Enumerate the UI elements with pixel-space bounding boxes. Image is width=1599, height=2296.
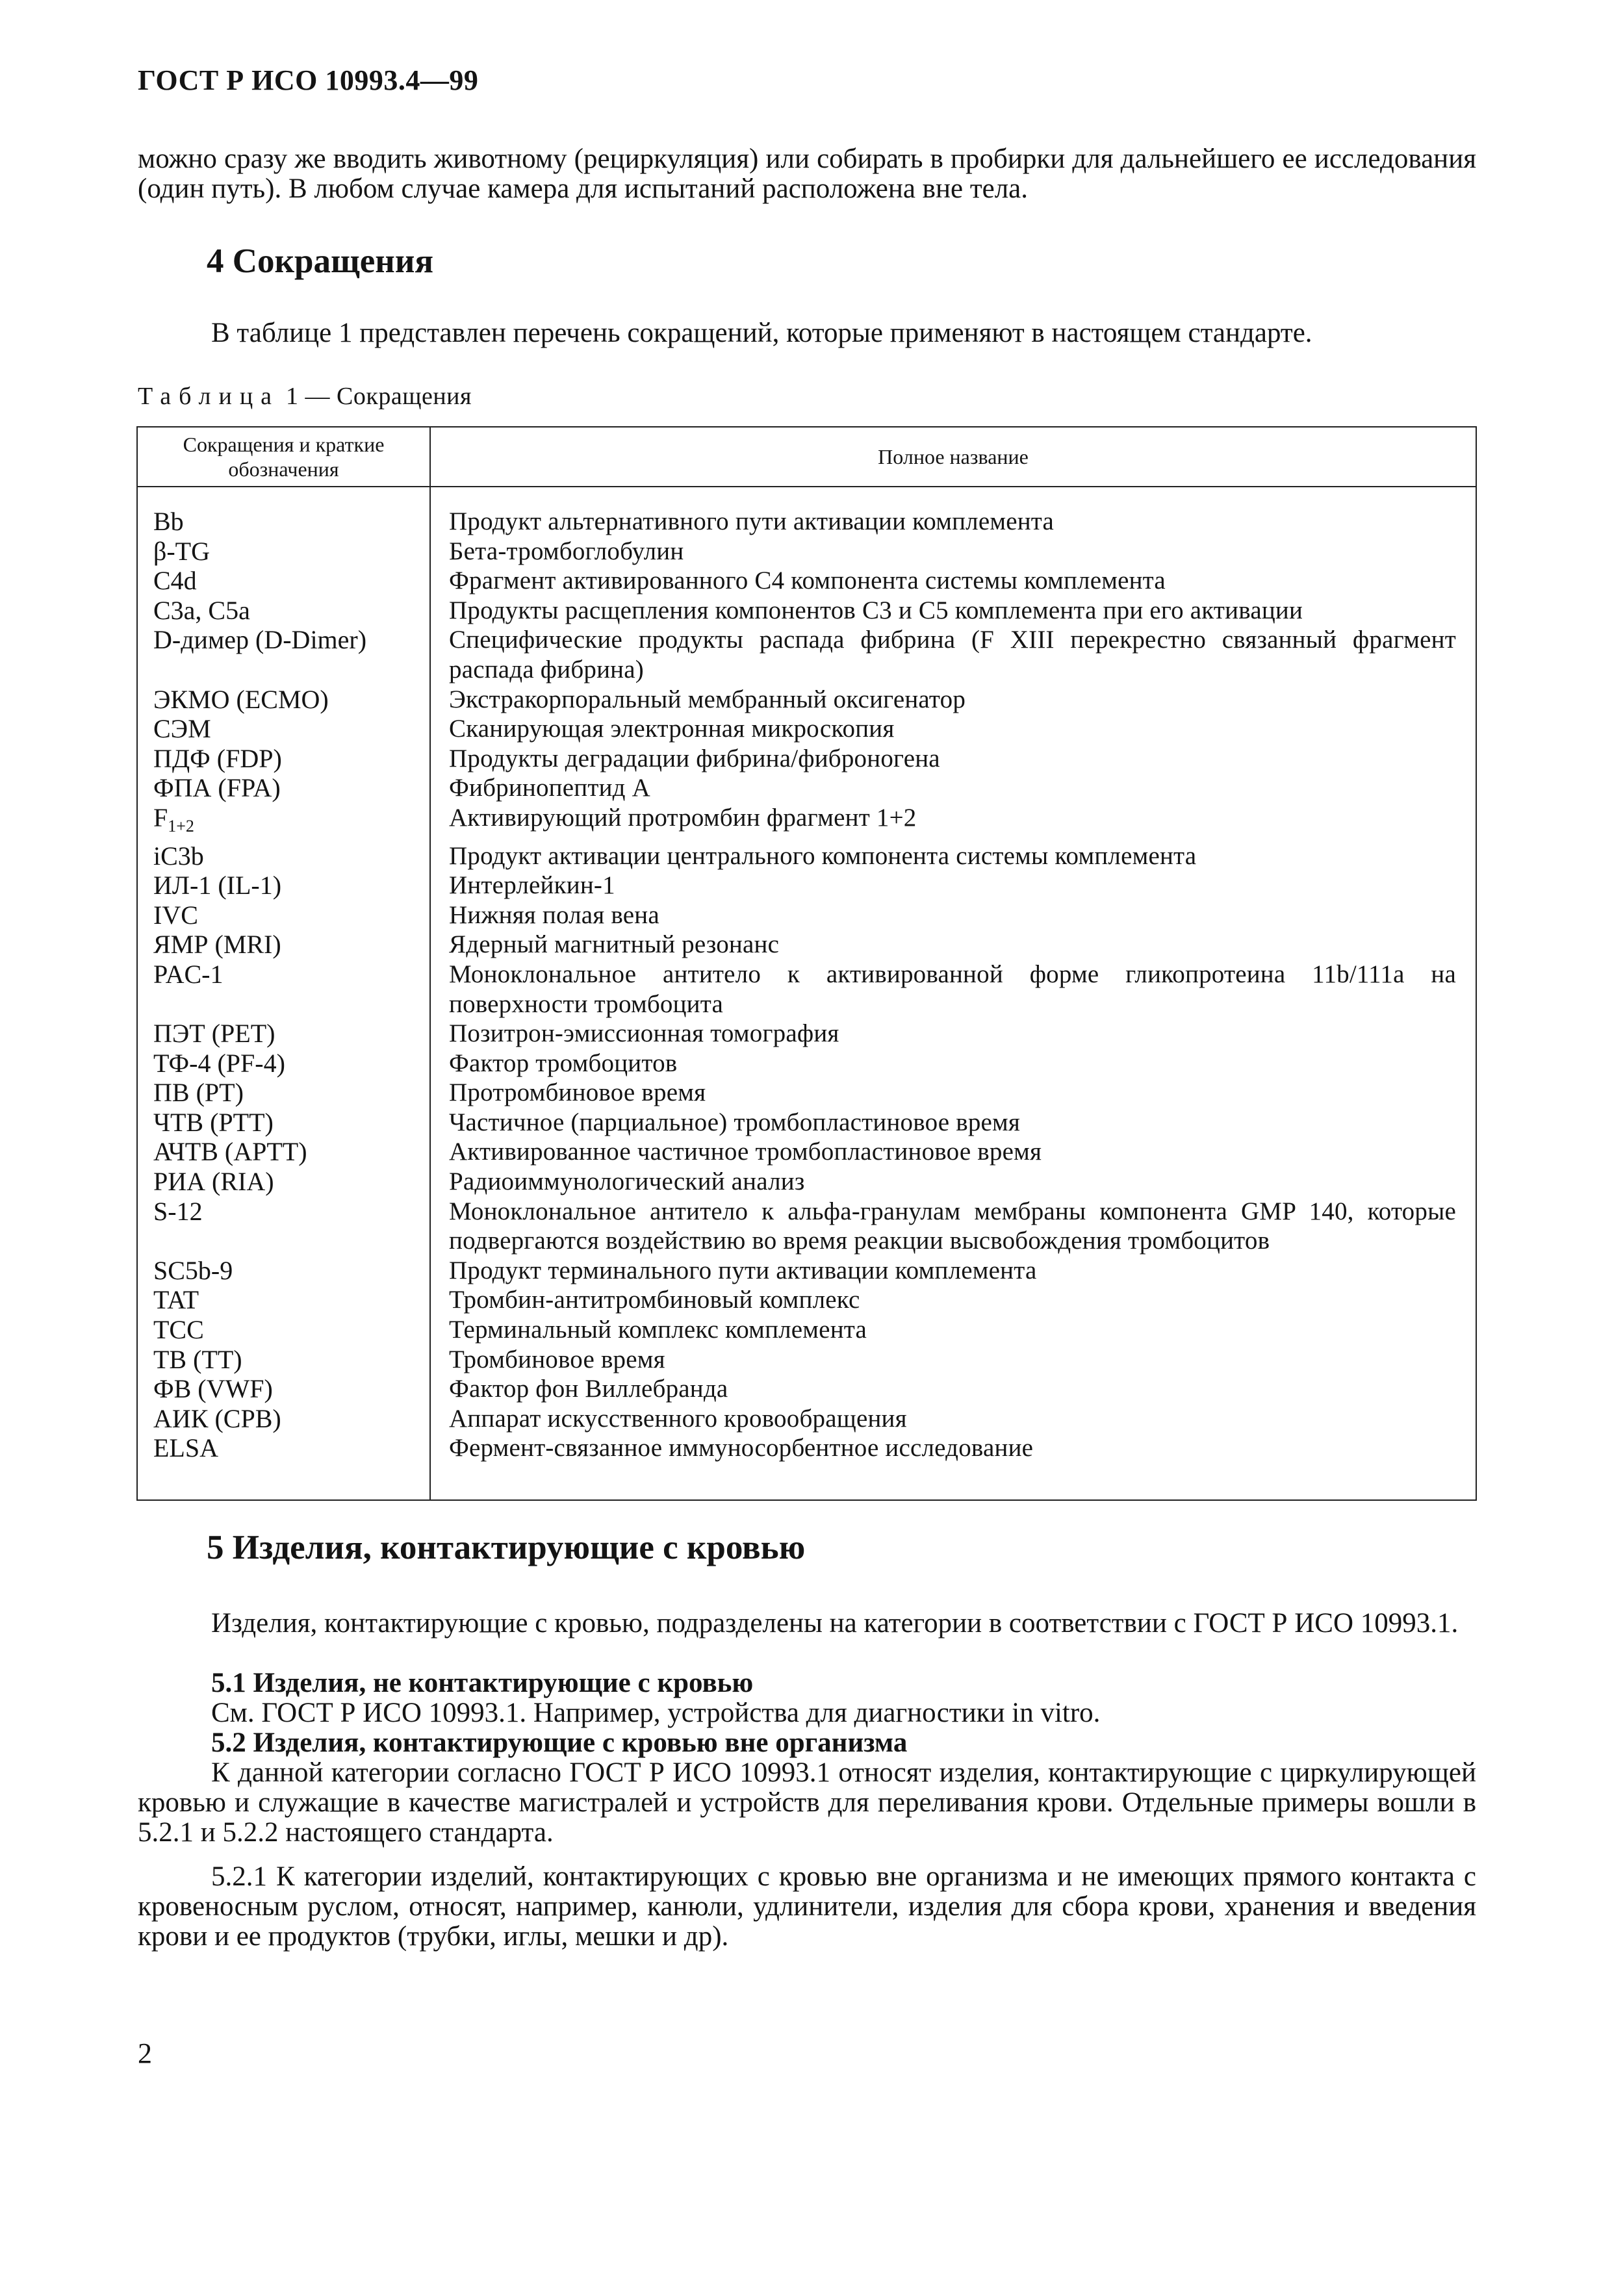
abbreviation-text: iC3b: [153, 841, 204, 871]
full-name-cell: Протромбиновое время: [449, 1078, 706, 1107]
abbreviation-text: C3a, C5a: [153, 595, 250, 625]
full-name-cell: Аппарат искусственного кровообращения: [449, 1404, 907, 1433]
abbreviation-text: ТВ (TT): [153, 1344, 242, 1374]
section-5-heading: 5 Изделия, контактирующие с кровью: [207, 1529, 806, 1566]
abbreviation-cell: [138, 960, 429, 1019]
table-row: [138, 714, 1476, 744]
abbreviation-text: TAT: [153, 1285, 199, 1315]
section-5-1-heading: 5.1 Изделия, не контактирующие с кровью: [211, 1668, 754, 1698]
full-name-cell: Интерлейкин-1: [449, 871, 615, 900]
full-name-cell: Радиоиммунологический анализ: [449, 1167, 805, 1196]
table-row: [138, 566, 1476, 596]
full-name-cell: Фрагмент активированного С4 компонента системы комплемента: [449, 567, 1166, 595]
document-header: ГОСТ Р ИСО 10993.4—99: [138, 64, 479, 96]
table-body: [138, 507, 1476, 1463]
abbreviation-cell: [138, 537, 429, 567]
abbreviation-text: ПДФ (FDP): [153, 743, 282, 773]
full-name-cell: Экстракорпоральный мембранный оксигенатор: [449, 685, 966, 713]
abbreviation-text: РИА (RIA): [153, 1167, 274, 1197]
table-row: [138, 871, 1476, 900]
table-caption: [138, 382, 472, 411]
abbreviation-text: СЭМ: [153, 714, 211, 744]
table-row: [138, 507, 1476, 537]
abbreviation-text: F: [153, 802, 168, 832]
abbreviation-text: PAC-1: [153, 959, 224, 989]
abbreviation-text: ЭКМО (ECMO): [153, 684, 329, 714]
abbreviation-cell: [138, 1315, 429, 1345]
full-name-cell: Тромбиновое время: [449, 1345, 665, 1373]
abbreviation-cell: [138, 596, 429, 626]
table-row: [138, 596, 1476, 626]
full-name-cell: Частичное (парциальное) тромбопластиновое время: [449, 1108, 1021, 1136]
full-name-cell: Фактор тромбоцитов: [449, 1049, 678, 1077]
full-name-cell: Продукт активации центрального компонента системы комплемента: [449, 841, 1197, 870]
table-row: [138, 1167, 1476, 1197]
abbreviation-text: S-12: [153, 1196, 203, 1226]
abbreviation-cell: [138, 566, 429, 596]
table-row: [138, 1049, 1476, 1078]
abbreviation-cell: [138, 900, 429, 930]
section-5-2-1-text: 5.2.1 К категории изделий, контактирующих с кровью вне организма и не имеющих прямого контакта с кровеносным руслом, относят, например, канюли, удлинители, изделия для сбора крови, хранения и введения крови и ее продуктов (трубки, иглы, мешки и др).: [138, 1861, 1476, 1952]
abbreviation-cell: [138, 1049, 429, 1078]
abbreviation-cell: [138, 744, 429, 774]
full-name-cell: Сканирующая электронная микроскопия: [449, 715, 895, 743]
abbreviation-text: АЧТВ (APTT): [153, 1137, 307, 1167]
table-row: [138, 1078, 1476, 1108]
section-4-heading: 4 Сокращения: [207, 242, 434, 280]
abbreviation-text: D-димер (D-Dimer): [153, 625, 367, 655]
table-header-full-name: Полное название: [878, 444, 1029, 468]
abbreviation-cell: [138, 841, 429, 871]
section-5-2-text: К данной категории согласно ГОСТ Р ИСО 10993.1 относят изделия, контактирующие с циркулирующей кровью и служащие в качестве магистралей и устройств для переливания крови. Отдельные примеры вошли в 5.2.1 и 5.2.2 настоящего стандарта.: [138, 1757, 1476, 1848]
full-name-cell: Нижняя полая вена: [449, 900, 659, 929]
table-row: [138, 960, 1476, 1019]
abbreviation-text: TCC: [153, 1315, 204, 1345]
full-name-cell: Фермент-связанное иммуносорбентное исследование: [449, 1434, 1034, 1462]
full-name-cell: Ядерный магнитный резонанс: [449, 930, 780, 959]
full-name-cell: Тромбин-антитромбиновый комплекс: [449, 1286, 860, 1314]
table-row: [138, 744, 1476, 774]
section-4-text: В таблице 1 представлен перечень сокращений, которые применяют в настоящем стандарте.: [211, 318, 1312, 348]
table-caption-title: 1 — Сокращения: [286, 383, 472, 410]
abbreviation-text: АИК (CPB): [153, 1403, 281, 1433]
abbreviation-text: ЧТВ (PTT): [153, 1107, 274, 1137]
full-name-cell: Фактор фон Виллебранда: [449, 1375, 728, 1403]
table-header-abbreviation: Сокращения и краткие обозначения: [183, 433, 385, 481]
section-5-2-heading: 5.2 Изделия, контактирующие с кровью вне организма: [211, 1728, 908, 1758]
full-name-cell: Моноклональное антитело к альфа-гранулам мембраны компонента GMP 140, которые подвергаются воздействию во время реакции высвобождения тромбоцитов: [449, 1197, 1456, 1255]
full-name-cell: Специфические продукты распада фибрина (F XIII перекрестно связанный фрагмент распада фибрина): [449, 626, 1456, 683]
abbreviation-cell: [138, 1374, 429, 1404]
full-name-cell: Терминальный комплекс комплемента: [449, 1316, 867, 1344]
abbreviation-cell: [138, 685, 429, 715]
abbreviation-cell: [138, 507, 429, 537]
abbreviation-subscript: 1+2: [168, 816, 194, 835]
abbreviation-text: ИЛ-1 (IL-1): [153, 871, 282, 900]
table-row: [138, 1108, 1476, 1138]
abbreviation-cell: [138, 1433, 429, 1463]
abbreviation-cell: [138, 773, 429, 803]
full-name-cell: Моноклональное антитело к активированной форме гликопротеина 11b/111a на поверхности тромбоцита: [449, 960, 1456, 1018]
abbreviation-cell: [138, 1404, 429, 1434]
table-row: [138, 1433, 1476, 1463]
abbreviation-text: SC5b-9: [153, 1255, 233, 1285]
table-row: [138, 625, 1476, 684]
abbreviation-cell: [138, 1197, 429, 1256]
intro-paragraph: можно сразу же вводить животному (рециркуляция) или собирать в пробирки для дальнейшего ее исследования (один путь). В любом случае камера для испытаний расположена вне тела.: [138, 144, 1476, 204]
table-row: [138, 685, 1476, 715]
table-header-divider: [138, 486, 1476, 487]
full-name-cell: Продукты деградации фибрина/фиброногена: [449, 744, 940, 772]
full-name-cell: Активирующий протромбин фрагмент 1+2: [449, 803, 917, 832]
table-row: [138, 1404, 1476, 1434]
table-row: [138, 803, 1476, 841]
abbreviation-cell: [138, 714, 429, 744]
full-name-cell: Фибринопептид А: [449, 774, 650, 802]
abbreviation-cell: [138, 625, 429, 684]
abbreviation-cell: [138, 930, 429, 960]
full-name-cell: Позитрон-эмиссионная томография: [449, 1019, 839, 1048]
abbreviation-text: ПВ (PT): [153, 1078, 244, 1108]
table-row: [138, 1374, 1476, 1404]
abbreviation-text: ФВ (VWF): [153, 1374, 273, 1404]
table-row: [138, 1345, 1476, 1375]
table-row: [138, 1256, 1476, 1286]
abbreviation-text: IVC: [153, 900, 198, 930]
abbreviation-cell: [138, 871, 429, 900]
full-name-cell: Бета-тромбоглобулин: [449, 537, 684, 565]
abbreviation-text: Bb: [153, 507, 184, 536]
section-5-1-text: См. ГОСТ Р ИСО 10993.1. Например, устройства для диагностики in vitro.: [211, 1698, 1101, 1728]
abbreviation-cell: [138, 1256, 429, 1286]
table-row: [138, 773, 1476, 803]
abbreviation-text: ФПА (FPA): [153, 773, 281, 803]
full-name-cell: Продукт альтернативного пути активации комплемента: [449, 507, 1055, 535]
section-5-text: Изделия, контактирующие с кровью, подразделены на категории в соответствии с ГОСТ Р ИСО 10993.1.: [211, 1608, 1459, 1639]
abbreviation-text: C4d: [153, 566, 197, 596]
table-row: [138, 1285, 1476, 1315]
abbreviation-text: β-TG: [153, 536, 210, 566]
abbreviation-cell: [138, 803, 429, 841]
abbreviation-cell: [138, 1019, 429, 1049]
full-name-cell: Активированное частичное тромбопластиновое время: [449, 1138, 1042, 1166]
abbreviations-table: [136, 426, 1477, 1501]
page-number: 2: [138, 2037, 152, 2069]
abbreviation-text: ELSA: [153, 1433, 218, 1463]
full-name-cell: Продукты расщепления компонентов С3 и С5 комплемента при его активации: [449, 596, 1303, 624]
table-row: [138, 900, 1476, 930]
abbreviation-cell: [138, 1078, 429, 1108]
table-row: [138, 1019, 1476, 1049]
abbreviation-text: ЯМР (MRI): [153, 930, 281, 960]
table-caption-label: Таблица: [138, 383, 280, 410]
table-row: [138, 930, 1476, 960]
full-name-cell: Продукт терминального пути активации комплемента: [449, 1256, 1037, 1284]
abbreviation-text: ПЭТ (PET): [153, 1019, 275, 1049]
abbreviation-cell: [138, 1167, 429, 1197]
table-row: [138, 1197, 1476, 1256]
table-row: [138, 1315, 1476, 1345]
table-row: [138, 841, 1476, 871]
abbreviation-cell: [138, 1345, 429, 1375]
abbreviation-cell: [138, 1137, 429, 1167]
table-row: [138, 537, 1476, 567]
table-row: [138, 1137, 1476, 1167]
abbreviation-cell: [138, 1108, 429, 1138]
abbreviation-text: ТФ-4 (PF-4): [153, 1048, 285, 1078]
abbreviation-cell: [138, 1285, 429, 1315]
